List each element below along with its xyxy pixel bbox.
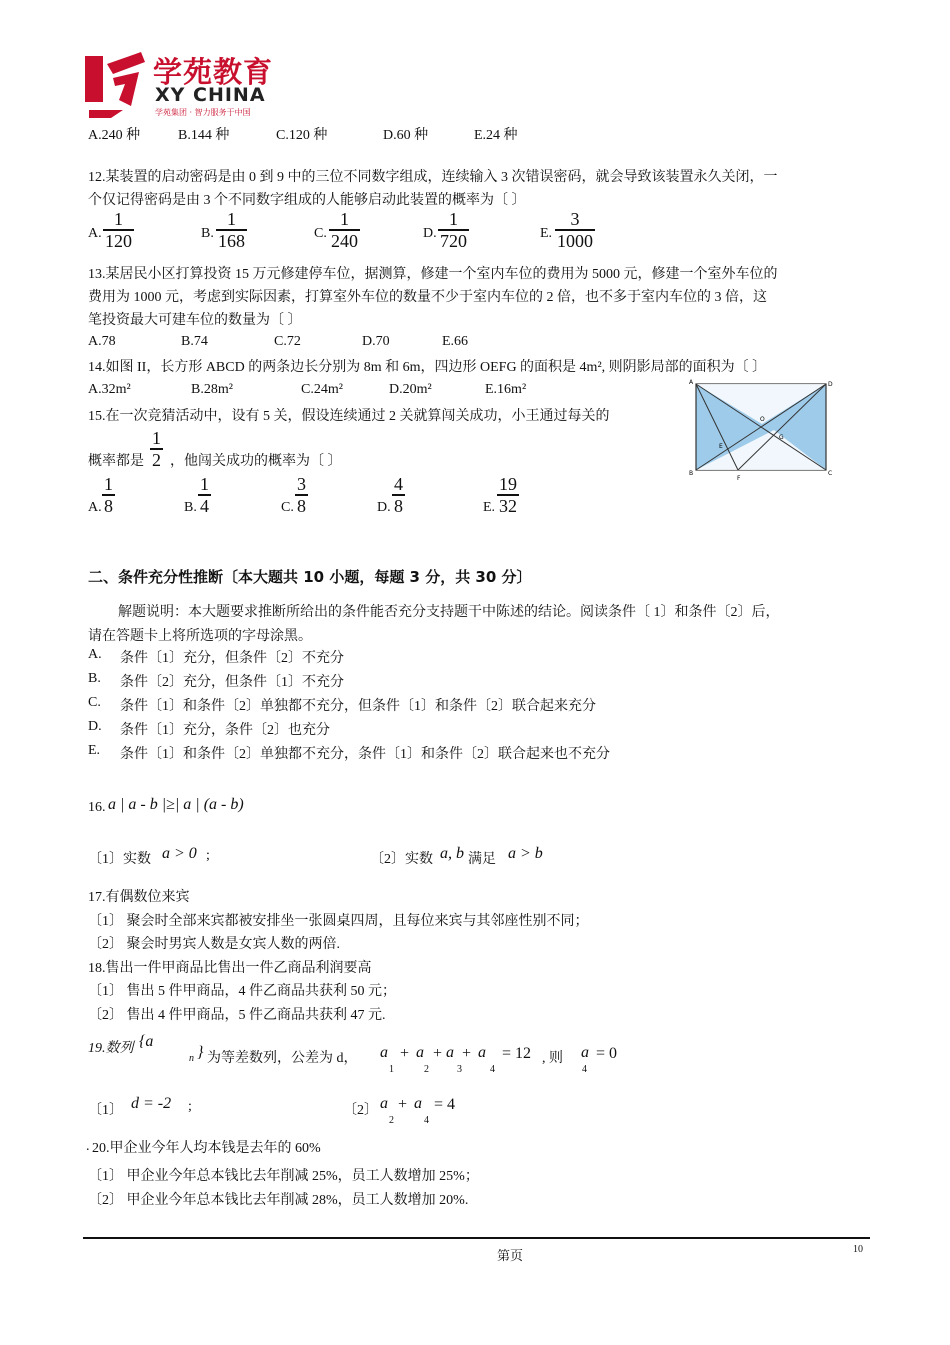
q13-stem-line2: 费用为 1000 元，考虑到实际因素，打算室外车位的数量不少于室内车位的 2 倍，也不多于室内车位的 3 倍，这 (88, 290, 767, 305)
q19-condition-2-plus: + (398, 1096, 408, 1113)
q15-option-d-fraction (392, 474, 405, 516)
q18-condition-1: 〔1〕 售出 5 件甲商品，4 件乙商品共获利 50 元； (88, 984, 396, 999)
q11-option-b: B.144 种 (178, 128, 230, 143)
q13-option-e: E.66 (442, 334, 469, 349)
q20-stem: 20.甲企业今年人均本钱是去年的 60% (92, 1141, 321, 1156)
q15-option-a-fraction (102, 474, 115, 516)
q19-subscript-1: 1 (389, 1064, 394, 1075)
numerator: 1 (216, 209, 247, 231)
q15-option-d-label: D. (377, 500, 391, 515)
logo-emblem-icon (83, 50, 149, 118)
section-2-title: 二、条件充分性推断〔本大题共 10 小题，每题 3 分，共 30 分〕 (88, 568, 532, 586)
q15-option-c-label: C. (281, 500, 294, 515)
q11-option-a: A.240 种 (88, 128, 141, 143)
q15-option-c-fraction (295, 474, 308, 516)
choice-b-label: B. (88, 671, 101, 686)
choice-d-label: D. (88, 719, 102, 734)
q12-option-a-fraction (103, 209, 134, 251)
q19-condition-2-label: 〔2〕 (343, 1103, 378, 1118)
q17-condition-2: 〔2〕 聚会时男宾人数是女宾人数的两倍. (88, 937, 340, 952)
choice-c-text: 条件〔1〕和条件〔2〕单独都不充分，但条件〔1〕和条件〔2〕联合起来充分 (120, 699, 596, 714)
choice-a-label: A. (88, 647, 102, 662)
q19-term-a1: a (380, 1044, 388, 1061)
q19-plus-3: + (462, 1045, 472, 1062)
point-label-o: O (760, 416, 765, 423)
choice-e-text: 条件〔1〕和条件〔2〕单独都不充分，条件〔1〕和条件〔2〕联合起来也不充分 (120, 747, 610, 762)
q15-option-e-label: E. (483, 500, 496, 515)
q16-condition-2-mid: 满足 (468, 852, 496, 867)
q19-term-a4: a (478, 1044, 486, 1061)
choice-e-label: E. (88, 743, 101, 758)
q13-stem-line1: 13.某居民小区打算投资 15 万元修建停车位，据测算，修建一个室内车位的费用为 5000 元，修建一个室外车位的 (88, 267, 778, 282)
point-label-a: A (689, 379, 694, 386)
numerator: 1 (104, 474, 113, 494)
footer-divider (83, 1237, 870, 1239)
q19-sequence-brace: {a (139, 1033, 154, 1050)
point-label-b: B (689, 470, 694, 477)
q19-condition-1-suffix: ; (188, 1099, 192, 1114)
q19-conclusion-subscript: 4 (582, 1064, 587, 1075)
denominator: 240 (331, 231, 358, 251)
denominator: 1000 (557, 231, 593, 251)
q13-option-c: C.72 (274, 334, 301, 349)
section-2-intro-line2: 请在答题卡上将所选项的字母涂黑。 (88, 629, 312, 644)
q16-condition-2-vars: a, b (440, 845, 464, 862)
numerator: 1 (200, 474, 209, 494)
point-label-f: F (737, 475, 741, 482)
q15-stem-suffix: ，他闯关成功的概率为〔 〕 (170, 454, 342, 469)
q19-condition-2-rhs: = 4 (434, 1096, 456, 1113)
logo-chinese-text: 学苑教育 (153, 55, 274, 89)
q13-option-d: D.70 (362, 334, 390, 349)
numerator: 4 (394, 474, 403, 494)
q19-condition-2-term-1: a (380, 1095, 388, 1112)
q12-stem-line1: 12.某装置的启动密码是由 0 到 9 中的三位不同数字组成，连续输入 3 次错误密码，就会导致该装置永久关闭，一 (88, 170, 778, 185)
q19-subscript-2: 2 (424, 1064, 429, 1075)
q16-condition-1-prefix: 〔1〕实数 (88, 852, 151, 867)
q20-condition-2: 〔2〕 甲企业今年总本钱比去年削减 28%，员工人数增加 20%. (88, 1193, 469, 1208)
choice-d-text: 条件〔1〕充分，条件〔2〕也充分 (120, 723, 330, 738)
q12-option-e-label: E. (540, 226, 553, 241)
q14-option-d: D.20m² (389, 382, 432, 397)
xuechuan-logo (83, 50, 299, 120)
q19-condition-2-term-2: a (414, 1095, 422, 1112)
q19-sequence-brace-close: } (197, 1044, 204, 1061)
q18-condition-2: 〔2〕 售出 4 件甲商品，5 件乙商品共获利 47 元. (88, 1008, 386, 1023)
q13-option-b: B.74 (181, 334, 208, 349)
q19-condition-2-subscript-2: 4 (424, 1115, 429, 1126)
q19-condition-1-math: d = -2 (131, 1095, 172, 1112)
q19-prefix: 19.数列 (88, 1041, 134, 1056)
denominator: 168 (218, 231, 245, 251)
q18-stem: 18.售出一件甲商品比售出一件乙商品利润要高 (88, 961, 372, 976)
q20-condition-1: 〔1〕 甲企业今年总本钱比去年削减 25%，员工人数增加 25%； (88, 1169, 479, 1184)
q16-condition-2-prefix: 〔2〕实数 (370, 852, 433, 867)
denominator: 4 (200, 496, 209, 516)
q19-sequence-subscript: n (189, 1053, 194, 1064)
logo-english-text: XY CHINA (155, 84, 266, 106)
q19-plus-1: + (400, 1045, 410, 1062)
footer-page-number: 10 (853, 1244, 863, 1255)
q19-condition-2-subscript-1: 2 (389, 1115, 394, 1126)
numerator: 3 (297, 474, 306, 494)
q11-option-e: E.24 种 (474, 128, 518, 143)
q12-option-d-label: D. (423, 226, 437, 241)
q19-subscript-3: 3 (457, 1064, 462, 1075)
q13-option-a: A.78 (88, 334, 116, 349)
denominator: 32 (499, 496, 517, 516)
numerator: 1 (152, 428, 161, 448)
q20-marker-dot: . (86, 1139, 90, 1154)
q19-plus-2: + (433, 1045, 443, 1062)
q11-option-c: C.120 种 (276, 128, 328, 143)
q19-middle-text: 为等差数列，公差为 d， (207, 1051, 358, 1066)
q15-probability-fraction (150, 428, 163, 470)
numerator: 19 (499, 474, 517, 494)
q11-option-d: D.60 种 (383, 128, 429, 143)
q19-term-a3: a (446, 1044, 454, 1061)
point-label-e: E (719, 443, 723, 450)
q12-option-e-fraction (555, 209, 595, 251)
choice-a-text: 条件〔1〕充分，但条件〔2〕不充分 (120, 651, 344, 666)
q19-conclusion-a: a (581, 1044, 589, 1061)
q16-condition-2-math: a > b (508, 845, 543, 862)
q19-then: , 则 (542, 1051, 563, 1066)
q17-stem: 17.有偶数位来宾 (88, 890, 190, 905)
q13-stem-line3: 笔投资最大可建车位的数量为〔 〕 (88, 313, 302, 328)
q14-option-e: E.16m² (485, 382, 527, 397)
denominator: 120 (105, 231, 132, 251)
choice-c-label: C. (88, 695, 101, 710)
q12-option-a-label: A. (88, 226, 102, 241)
q19-conclusion-rhs: = 0 (596, 1045, 618, 1062)
numerator: 1 (103, 209, 134, 231)
q19-term-a2: a (416, 1044, 424, 1061)
denominator: 720 (440, 231, 467, 251)
q16-condition-1-math: a > 0 (162, 845, 197, 862)
denominator: 8 (297, 496, 306, 516)
logo-slogan: 学苑集团 · 智力服务于中国 (155, 108, 251, 117)
denominator: 2 (152, 450, 161, 470)
q19-equation-rhs: = 12 (502, 1045, 532, 1062)
q12-option-c-fraction (329, 209, 360, 251)
q19-condition-1-label: 〔1〕 (88, 1103, 123, 1118)
q16-formula: a | a - b |≥| a | (a - b) (108, 796, 244, 813)
section-2-intro-line1: 解题说明：本大题要求推断所给出的条件能否充分支持题干中陈述的结论。阅读条件〔 1〕和条件〔2〕后， (118, 605, 780, 620)
q19-subscript-4: 4 (490, 1064, 495, 1075)
numerator: 1 (438, 209, 469, 231)
q15-stem-line1: 15.在一次竞猜活动中，设有 5 关，假设连续通过 2 关就算闯关成功，小王通过每关的 (88, 409, 610, 424)
numerator: 3 (555, 209, 595, 231)
q15-option-e-fraction (497, 474, 519, 516)
point-label-g: G (779, 434, 784, 441)
point-label-d: D (828, 381, 833, 388)
denominator: 8 (394, 496, 403, 516)
q12-option-b-label: B. (201, 226, 214, 241)
choice-b-text: 条件〔2〕充分，但条件〔1〕不充分 (120, 675, 344, 690)
denominator: 8 (104, 496, 113, 516)
q15-stem-prefix: 概率都是 (88, 454, 144, 469)
q14-stem: 14.如图 II，长方形 ABCD 的两条边长分别为 8m 和 6m，四边形 OEFG 的面积是 4m², 则阴影局部的面积为〔 〕 (88, 360, 767, 375)
q16-number: 16. (88, 800, 106, 815)
q12-stem-line2: 个仅记得密码是由 3 个不同数字组成的人能够启动此装置的概率为〔 〕 (88, 193, 526, 208)
q15-option-b-label: B. (184, 500, 197, 515)
q14-option-a: A.32m² (88, 382, 131, 397)
q15-option-a-label: A. (88, 500, 102, 515)
q15-option-b-fraction (198, 474, 211, 516)
q14-rectangle-figure (688, 378, 838, 484)
q12-option-d-fraction (438, 209, 469, 251)
footer-page-label: 第页 (497, 1248, 524, 1263)
q12-option-b-fraction (216, 209, 247, 251)
point-label-c: C (828, 470, 833, 477)
q14-option-b: B.28m² (191, 382, 233, 397)
q16-condition-1-suffix: ; (206, 848, 210, 863)
q12-option-c-label: C. (314, 226, 327, 241)
numerator: 1 (329, 209, 360, 231)
q14-option-c: C.24m² (301, 382, 343, 397)
q17-condition-1: 〔1〕 聚会时全部来宾都被安排坐一张圆桌四周，且每位来宾与其邻座性别不同； (88, 914, 589, 929)
